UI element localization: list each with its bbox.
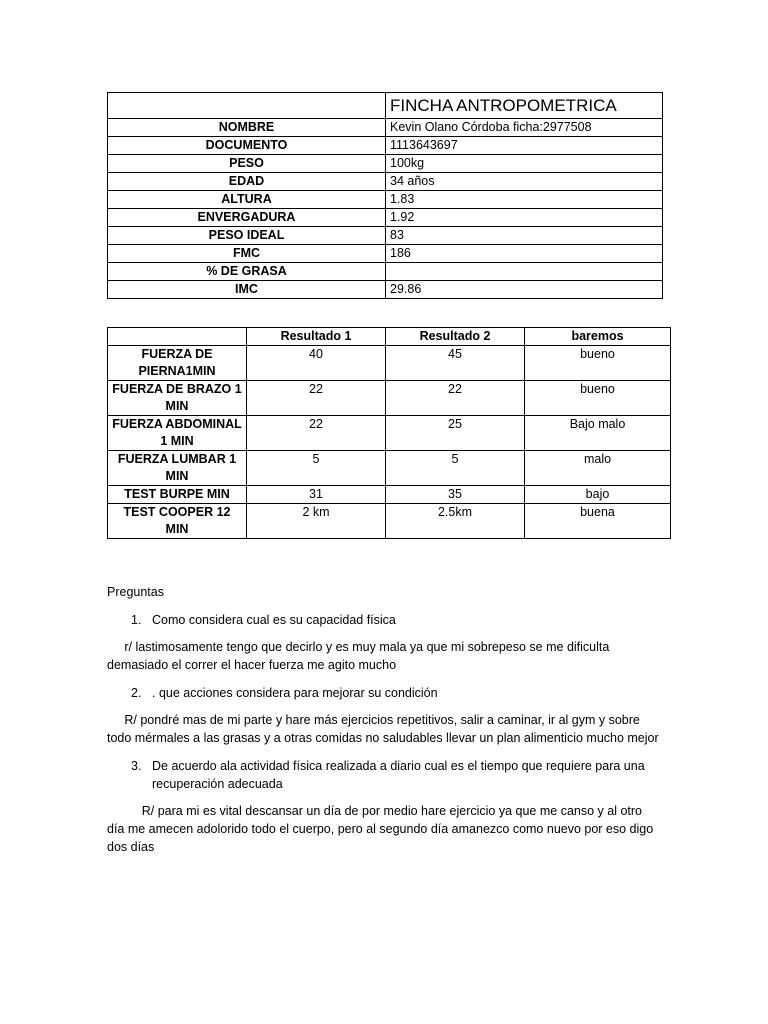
- results-row-label: TEST BURPE MIN: [108, 486, 247, 504]
- answer-text: R/ para mi es vital descansar un día de por medio hare ejercicio ya que me canso y al otro día me amecen adolorido todo el cuerpo, pero al segundo día amanezco como nuevo por eso digo dos días: [107, 804, 657, 854]
- question-text: Como considera cual es su capacidad física: [152, 613, 396, 627]
- results-r1: 31: [247, 486, 386, 504]
- question-number: 1.: [131, 613, 142, 627]
- question-item: [107, 757, 662, 793]
- results-r2: 5: [386, 451, 525, 486]
- results-row-label: TEST COOPER 12 MIN: [108, 504, 247, 539]
- results-header-row: [108, 328, 671, 346]
- ficha-value: [386, 263, 663, 281]
- results-baremo: bajo: [525, 486, 671, 504]
- ficha-value: 1113643697: [386, 137, 663, 155]
- results-baremo: bueno: [525, 346, 671, 381]
- results-row-label: FUERZA LUMBAR 1 MIN: [108, 451, 247, 486]
- results-r1: 5: [247, 451, 386, 486]
- ficha-row: [108, 137, 663, 155]
- ficha-table: [107, 92, 663, 299]
- ficha-row: [108, 227, 663, 245]
- results-header-resultado-1: Resultado 1: [247, 328, 386, 346]
- ficha-row: [108, 263, 663, 281]
- ficha-label: PESO IDEAL: [108, 227, 386, 245]
- ficha-value: 1.92: [386, 209, 663, 227]
- ficha-label: FMC: [108, 245, 386, 263]
- ficha-value: 1.83: [386, 191, 663, 209]
- results-baremo: malo: [525, 451, 671, 486]
- results-row-label: FUERZA DE PIERNA1MIN: [108, 346, 247, 381]
- results-row-label: FUERZA DE BRAZO 1 MIN: [108, 381, 247, 416]
- results-r2: 25: [386, 416, 525, 451]
- ficha-label: PESO: [108, 155, 386, 173]
- ficha-value: Kevin Olano Córdoba ficha:2977508: [386, 119, 663, 137]
- results-row-label: FUERZA ABDOMINAL 1 MIN: [108, 416, 247, 451]
- ficha-title-row: [108, 93, 663, 119]
- ficha-value: 83: [386, 227, 663, 245]
- ficha-row: [108, 245, 663, 263]
- results-header-empty: [108, 328, 247, 346]
- ficha-label: IMC: [108, 281, 386, 299]
- results-r2: 2.5km: [386, 504, 525, 539]
- results-table: [107, 327, 671, 539]
- question-item: [107, 684, 662, 702]
- ficha-value: 186: [386, 245, 663, 263]
- ficha-label: ENVERGADURA: [108, 209, 386, 227]
- ficha-value: 100kg: [386, 155, 663, 173]
- ficha-row: [108, 281, 663, 299]
- results-r2: 35: [386, 486, 525, 504]
- question-item: [107, 611, 662, 629]
- ficha-value: 29.86: [386, 281, 663, 299]
- results-row: [108, 346, 671, 381]
- results-r1: 40: [247, 346, 386, 381]
- ficha-label: NOMBRE: [108, 119, 386, 137]
- results-baremo: buena: [525, 504, 671, 539]
- ficha-row: [108, 155, 663, 173]
- ficha-value: 34 años: [386, 173, 663, 191]
- ficha-label: DOCUMENTO: [108, 137, 386, 155]
- ficha-title-empty-cell: [108, 93, 386, 119]
- answer-text: r/ lastimosamente tengo que decirlo y es muy mala ya que mi sobrepeso se me dificulta demasiado el correr el hacer fuerza me agito mucho: [107, 640, 613, 672]
- results-r1: 22: [247, 416, 386, 451]
- ficha-label: % DE GRASA: [108, 263, 386, 281]
- results-r1: 2 km: [247, 504, 386, 539]
- ficha-title: FINCHA ANTROPOMETRICA: [386, 93, 663, 119]
- results-baremo: bueno: [525, 381, 671, 416]
- results-r2: 22: [386, 381, 525, 416]
- results-row: [108, 486, 671, 504]
- question-text: De acuerdo ala actividad física realizada a diario cual es el tiempo que requiere para una recuperación adecuada: [152, 759, 645, 791]
- questions-heading: Preguntas: [107, 585, 164, 599]
- results-baremo: Bajo malo: [525, 416, 671, 451]
- results-header-resultado-2: Resultado 2: [386, 328, 525, 346]
- question-number: 2.: [131, 686, 142, 700]
- questions-section: [107, 583, 662, 866]
- results-row: [108, 504, 671, 539]
- results-row: [108, 416, 671, 451]
- ficha-row: [108, 119, 663, 137]
- ficha-label: EDAD: [108, 173, 386, 191]
- results-r1: 22: [247, 381, 386, 416]
- ficha-row: [108, 191, 663, 209]
- results-row: [108, 451, 671, 486]
- ficha-row: [108, 209, 663, 227]
- results-r2: 45: [386, 346, 525, 381]
- answer-text: R/ pondré mas de mi parte y hare más ejercicios repetitivos, salir a caminar, ir al gym y sobre todo mérmales a las grasas y a otras comidas no saludables llevar un plan alimenticio mucho mejor: [107, 713, 659, 745]
- ficha-label: ALTURA: [108, 191, 386, 209]
- results-header-baremos: baremos: [525, 328, 671, 346]
- question-text: . que acciones considera para mejorar su condición: [152, 686, 438, 700]
- question-number: 3.: [131, 759, 142, 773]
- ficha-row: [108, 173, 663, 191]
- results-row: [108, 381, 671, 416]
